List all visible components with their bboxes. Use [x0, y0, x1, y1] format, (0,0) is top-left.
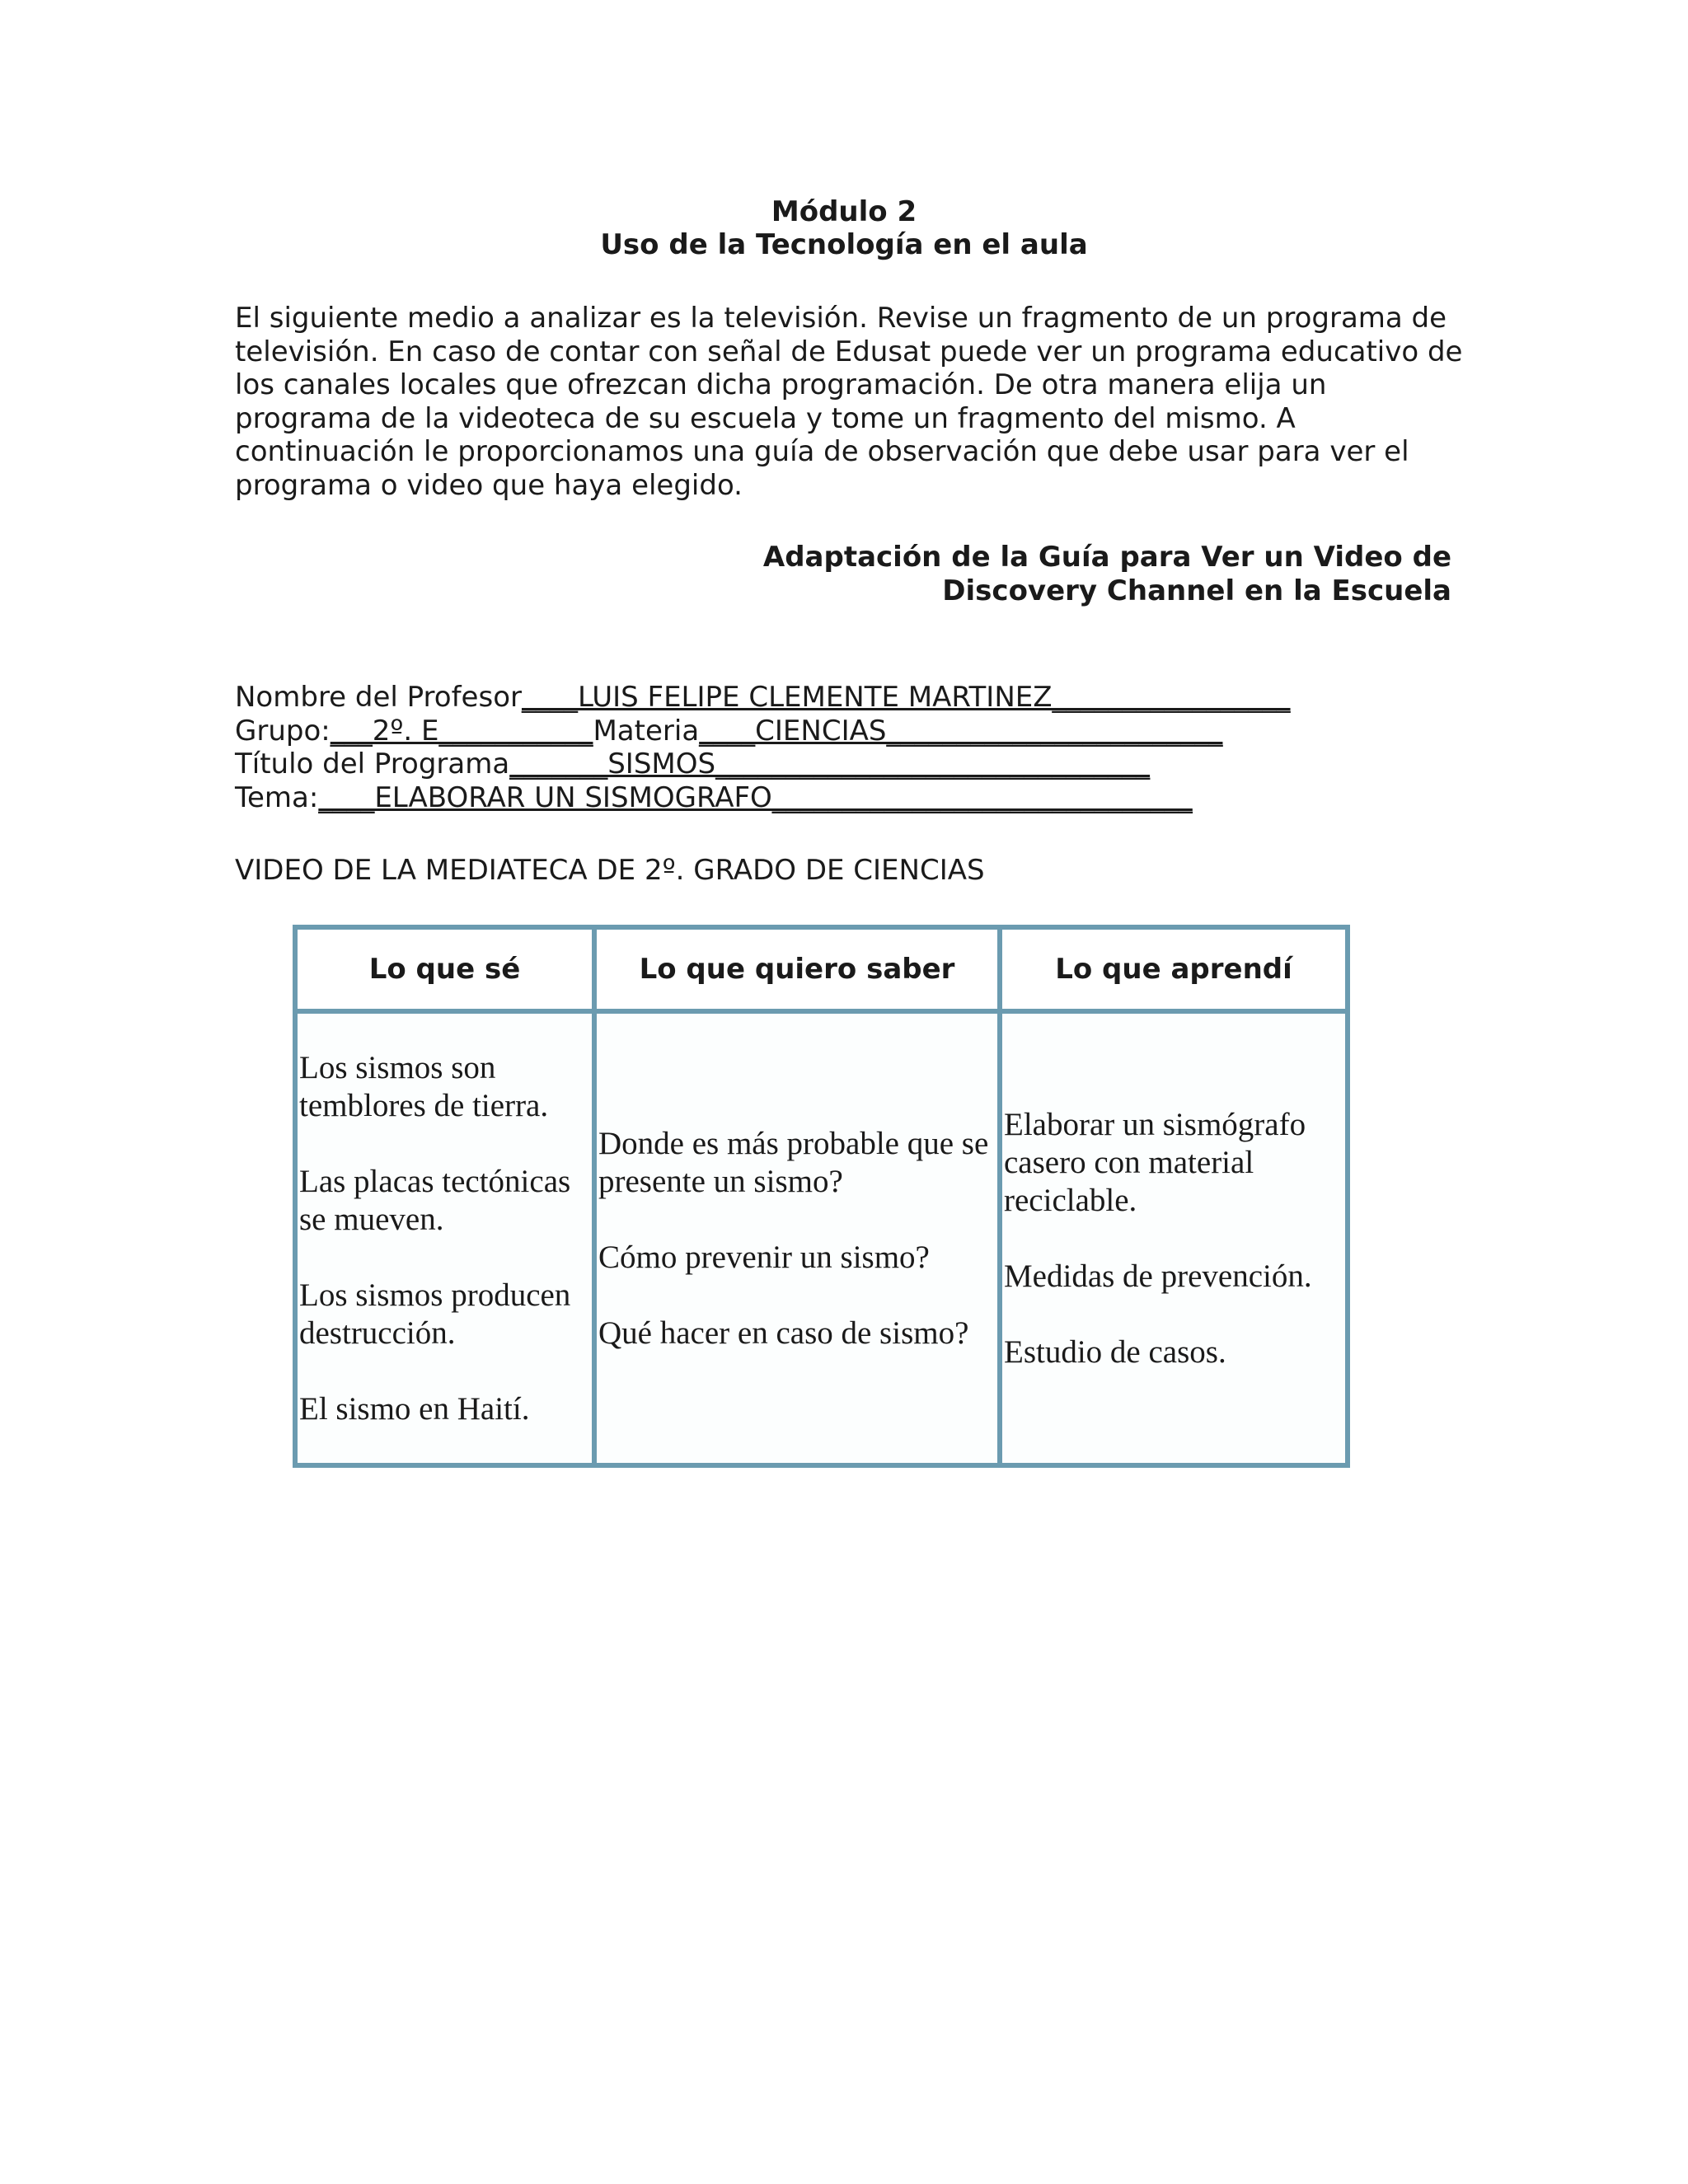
list-item: Medidas de prevención.	[1004, 1258, 1312, 1294]
grupo-label: Grupo:	[235, 714, 331, 748]
intro-line: los canales locales que ofrezcan dicha programación. De otra manera elija un	[235, 368, 1327, 401]
titulo-row	[235, 748, 1291, 781]
materia-value: ____CIENCIAS________________________	[699, 714, 1223, 748]
guide-title	[763, 541, 1451, 607]
form-fields	[235, 681, 1291, 814]
cell-what-i-know	[295, 1011, 594, 1465]
video-source: VIDEO DE LA MEDIATECA DE 2º. GRADO DE CIENCIAS	[235, 854, 985, 887]
intro-line: El siguiente medio a analizar es la televisión. Revise un fragmento de un programa de	[235, 302, 1447, 335]
list-item: Los sismos producen destrucción.	[299, 1277, 571, 1351]
module-subtitle: Uso de la Tecnología en el aula	[600, 228, 1088, 261]
materia-label: Materia	[593, 714, 700, 748]
guide-title-line-2: Discovery Channel en la Escuela	[942, 574, 1451, 607]
list-item: Cómo prevenir un sismo?	[598, 1239, 930, 1275]
profesor-label: Nombre del Profesor	[235, 681, 522, 714]
grupo-value: ___2º. E___________	[330, 714, 593, 748]
profesor-row	[235, 681, 1291, 715]
list-item: Elaborar un sismógrafo casero con material reciclable.	[1004, 1106, 1306, 1218]
header-what-i-know: Lo que sé	[295, 927, 594, 1011]
list-item: Las placas tectónicas se mueven.	[299, 1163, 571, 1237]
tema-row	[235, 781, 1291, 815]
tema-value: ____ELABORAR UN SISMOGRAFO______________________________	[318, 780, 1193, 814]
titulo-label: Título del Programa	[235, 748, 510, 780]
header-what-i-learned: Lo que aprendí	[1000, 927, 1348, 1011]
list-item: El sismo en Haití.	[299, 1390, 530, 1427]
kwl-table	[293, 925, 1350, 1468]
table-row	[295, 1011, 1348, 1465]
intro-line: programa o video que haya elegido.	[235, 468, 743, 502]
intro-paragraph	[235, 302, 1471, 502]
table-header-row	[295, 927, 1348, 1011]
tema-label: Tema:	[235, 780, 319, 814]
intro-line: continuación le proporcionamos una guía de observación que debe usar para ver el	[235, 435, 1409, 468]
grupo-row	[235, 715, 1291, 748]
cell-what-i-want-to-know	[594, 1011, 1000, 1465]
list-item: Qué hacer en caso de sismo?	[598, 1315, 969, 1351]
list-item: Los sismos son temblores de tierra.	[299, 1049, 549, 1123]
cell-what-i-learned	[1000, 1011, 1348, 1465]
guide-title-line-1: Adaptación de la Guía para Ver un Video de	[762, 541, 1451, 574]
list-item: Donde es más probable que se presente un sismo?	[598, 1125, 989, 1199]
module-title: Módulo 2	[771, 195, 917, 228]
header-what-i-want-to-know: Lo que quiero saber	[594, 927, 1000, 1011]
profesor-value: ____LUIS FELIPE CLEMENTE MARTINEZ_________________	[521, 681, 1291, 714]
list-item: Estudio de casos.	[1004, 1333, 1226, 1370]
intro-line: programa de la videoteca de su escuela y tome un fragmento del mismo. A	[235, 401, 1296, 435]
intro-line: televisión. En caso de contar con señal de Edusat puede ver un programa educativo de	[235, 335, 1463, 368]
titulo-value: _______SISMOS_______________________________	[509, 748, 1151, 780]
